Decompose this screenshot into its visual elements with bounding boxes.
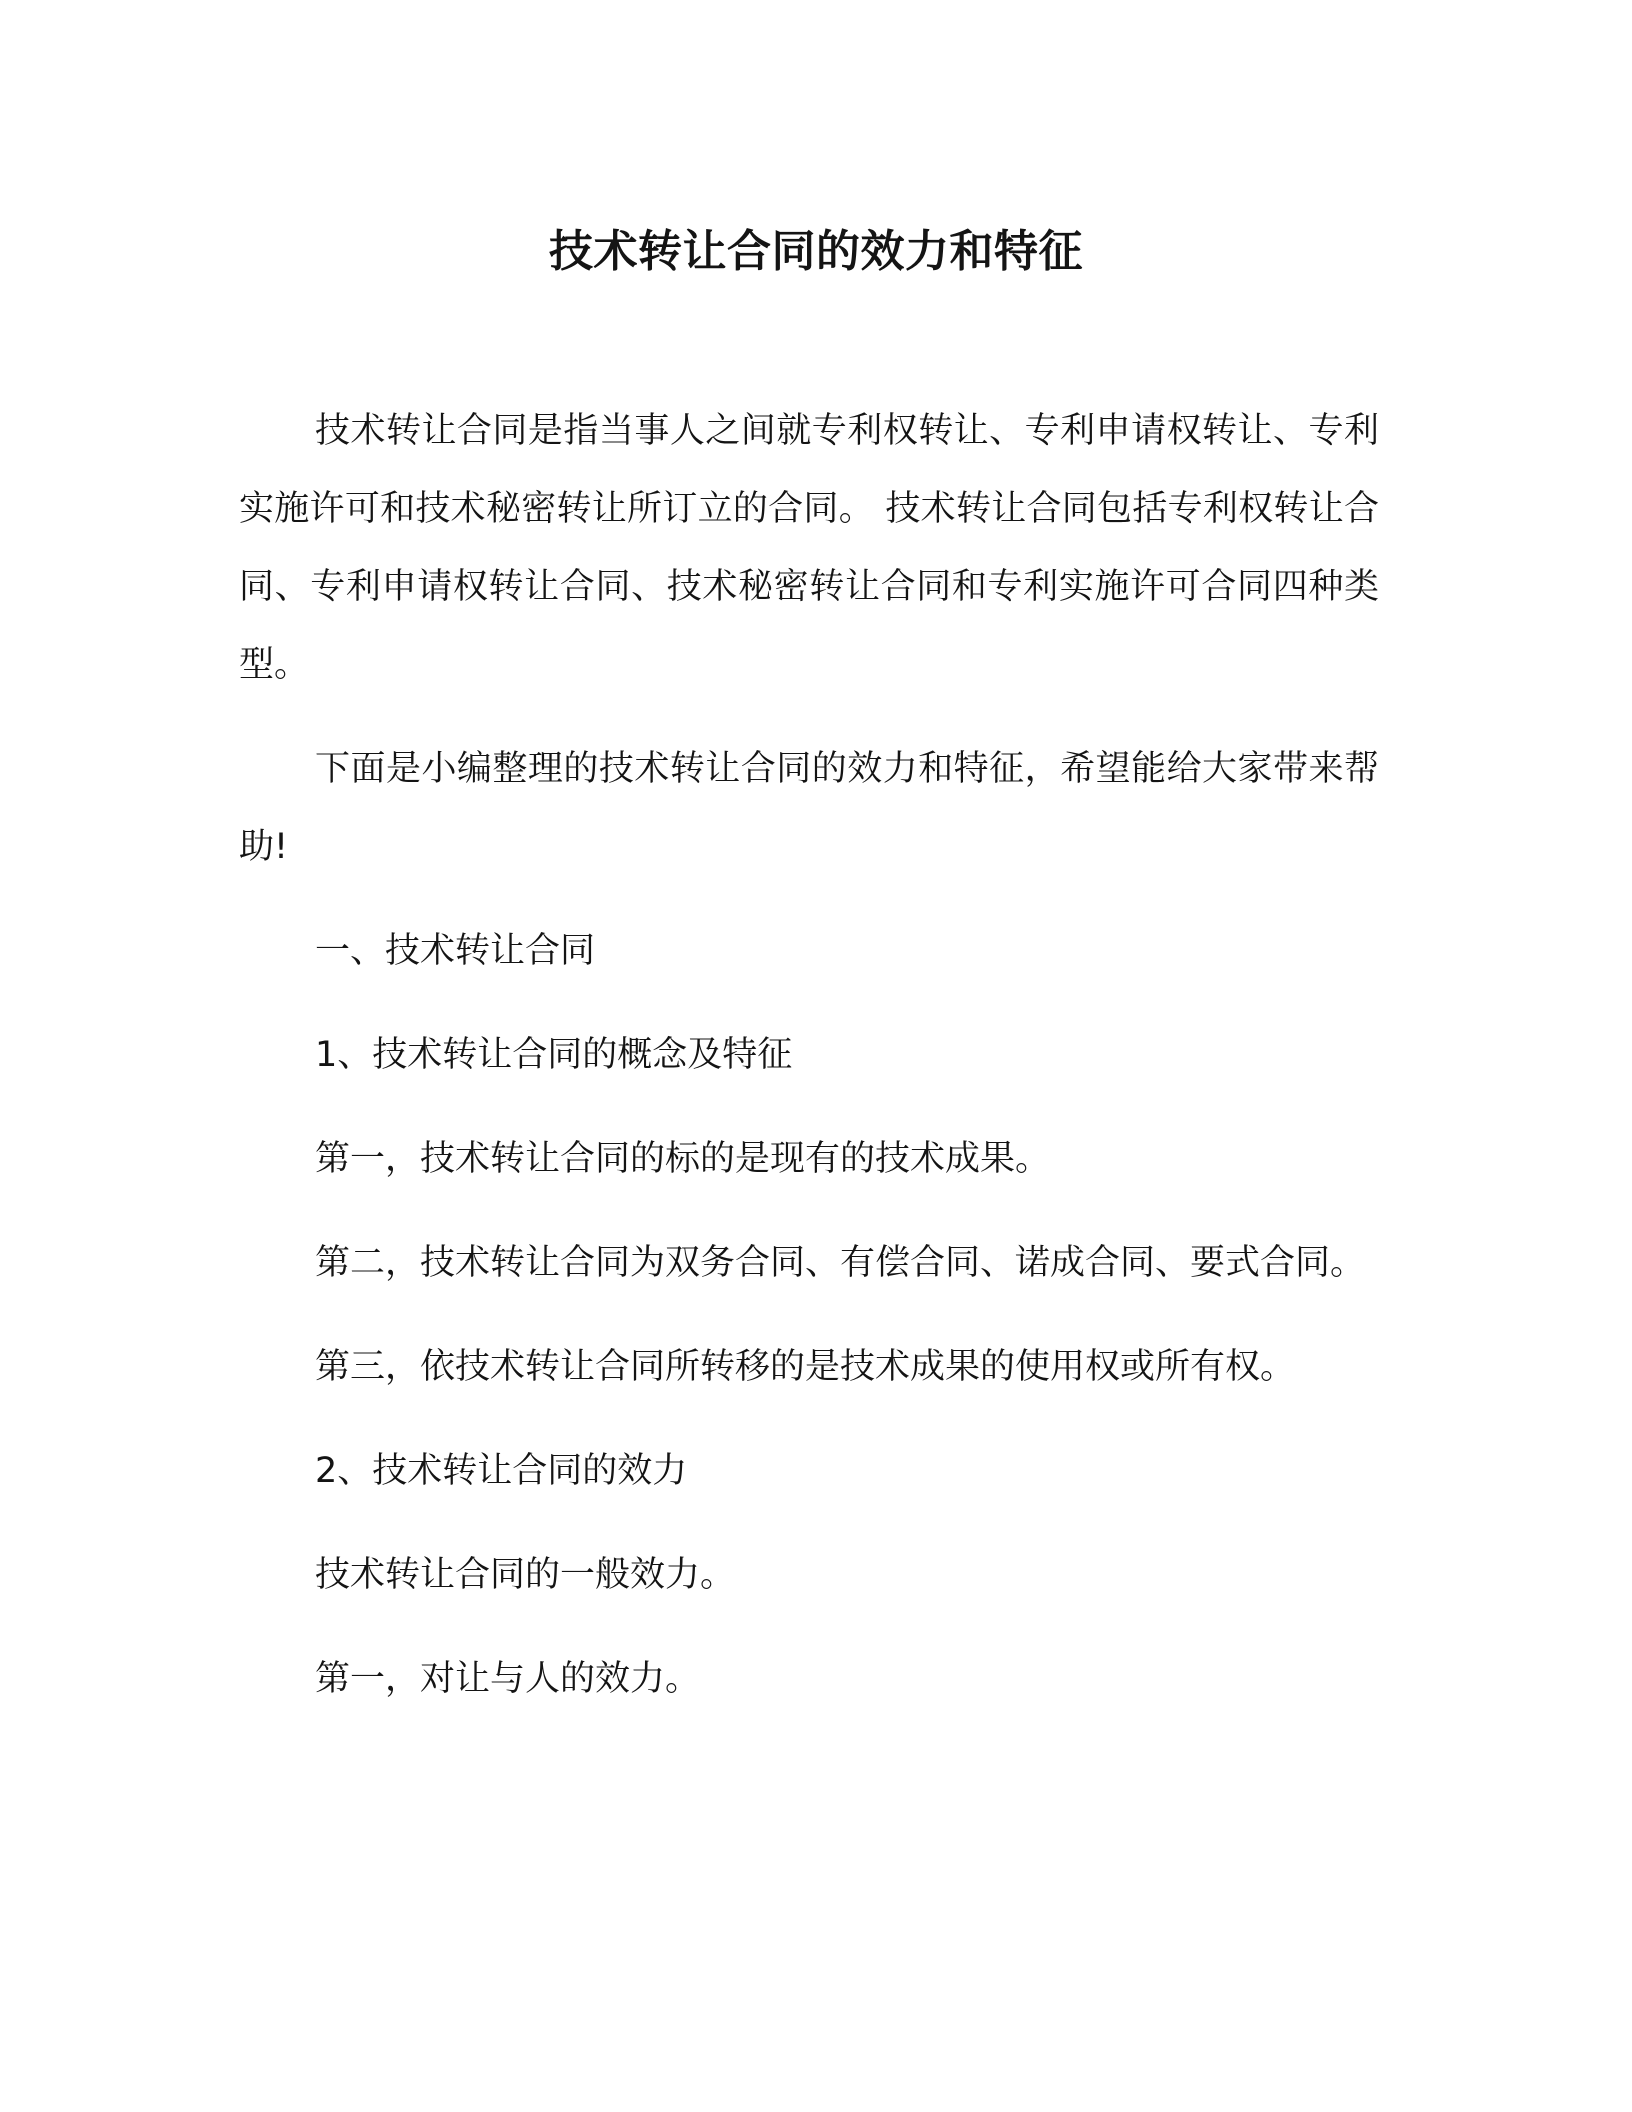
document-body <box>239 392 1379 1744</box>
paragraph-feature-2: 第二，技术转让合同为双务合同、有偿合同、诺成合同、要式合同。 <box>315 1243 1366 1283</box>
paragraph-general-effect: 技术转让合同的一般效力。 <box>315 1555 736 1595</box>
paragraph-feature-3: 第三，依技术转让合同所转移的是技术成果的使用权或所有权。 <box>315 1347 1296 1387</box>
document-title: 技术转让合同的效力和特征 <box>549 226 1083 277</box>
section-heading-1: 一、技术转让合同 <box>315 931 596 971</box>
subsection-heading-2: 2、技术转让合同的效力 <box>315 1451 688 1491</box>
paragraph-definition: 技术转让合同是指当事人之间就专利权转让、专利申请权转让、专利实施许可和技术秘密转让所订立的合同。 技术转让合同包括专利权转让合同、专利申请权转让合同、技术秘密转让合同和专利实施许可合同四种类型。 <box>239 411 1379 685</box>
paragraph-intro: 下面是小编整理的技术转让合同的效力和特征，希望能给大家带来帮助! <box>239 749 1379 867</box>
paragraph-feature-1: 第一，技术转让合同的标的是现有的技术成果。 <box>315 1139 1051 1179</box>
paragraph-effect-assignor: 第一，对让与人的效力。 <box>315 1659 701 1699</box>
subsection-heading-1: 1、技术转让合同的概念及特征 <box>315 1035 793 1075</box>
